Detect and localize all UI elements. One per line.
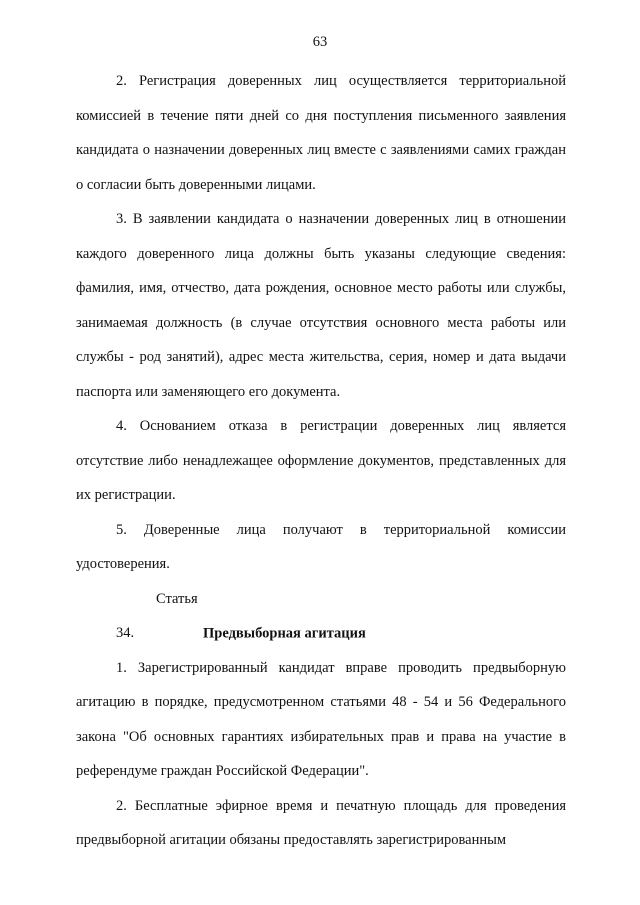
article-heading <box>76 582 566 651</box>
paragraph-5-certificates: 5. Доверенные лица получают в территориальной комиссии удостоверения. <box>76 521 566 572</box>
paragraph-3-application-details: 3. В заявлении кандидата о назначении доверенных лиц в отношении каждого доверенного лица должны быть указаны следующие сведения: фамилия, имя, отчество, дата рождения, основное место работы или службы, занимаемая должность (в случае отсутствия основного места работы или службы - род занятий), адрес места жительства, серия, номер и дата выдачи паспорта или заменяющего его документа. <box>76 211 566 400</box>
paragraph-4-refusal-grounds: 4. Основанием отказа в регистрации доверенных лиц является отсутствие либо ненадлежащее оформление документов, представленных для их регистрации. <box>76 418 566 503</box>
page-number: 63 <box>312 34 328 50</box>
paragraph-2-airtime: 2. Бесплатные эфирное время и печатную площадь для проведения предвыборной агитации обязаны предоставлять зарегистрированным <box>76 797 566 848</box>
paragraph-1-campaigning: 1. Зарегистрированный кандидат вправе проводить предвыборную агитацию в порядке, предусмотренном статьями 48 - 54 и 56 Федерального закона "Об основных гарантиях избирательных прав и права на участие в референдуме граждан Российской Федерации". <box>76 659 566 779</box>
document-body <box>76 64 566 858</box>
article-title: Предвыборная агитация <box>203 625 366 641</box>
paragraph-2-registration: 2. Регистрация доверенных лиц осуществляется территориальной комиссией в течение пяти дней со дня поступления письменного заявления кандидата о назначении доверенных лиц вместе с заявлениями самих граждан о согласии быть доверенными лицами. <box>76 73 566 193</box>
article-number: Статья 34. <box>116 590 198 641</box>
